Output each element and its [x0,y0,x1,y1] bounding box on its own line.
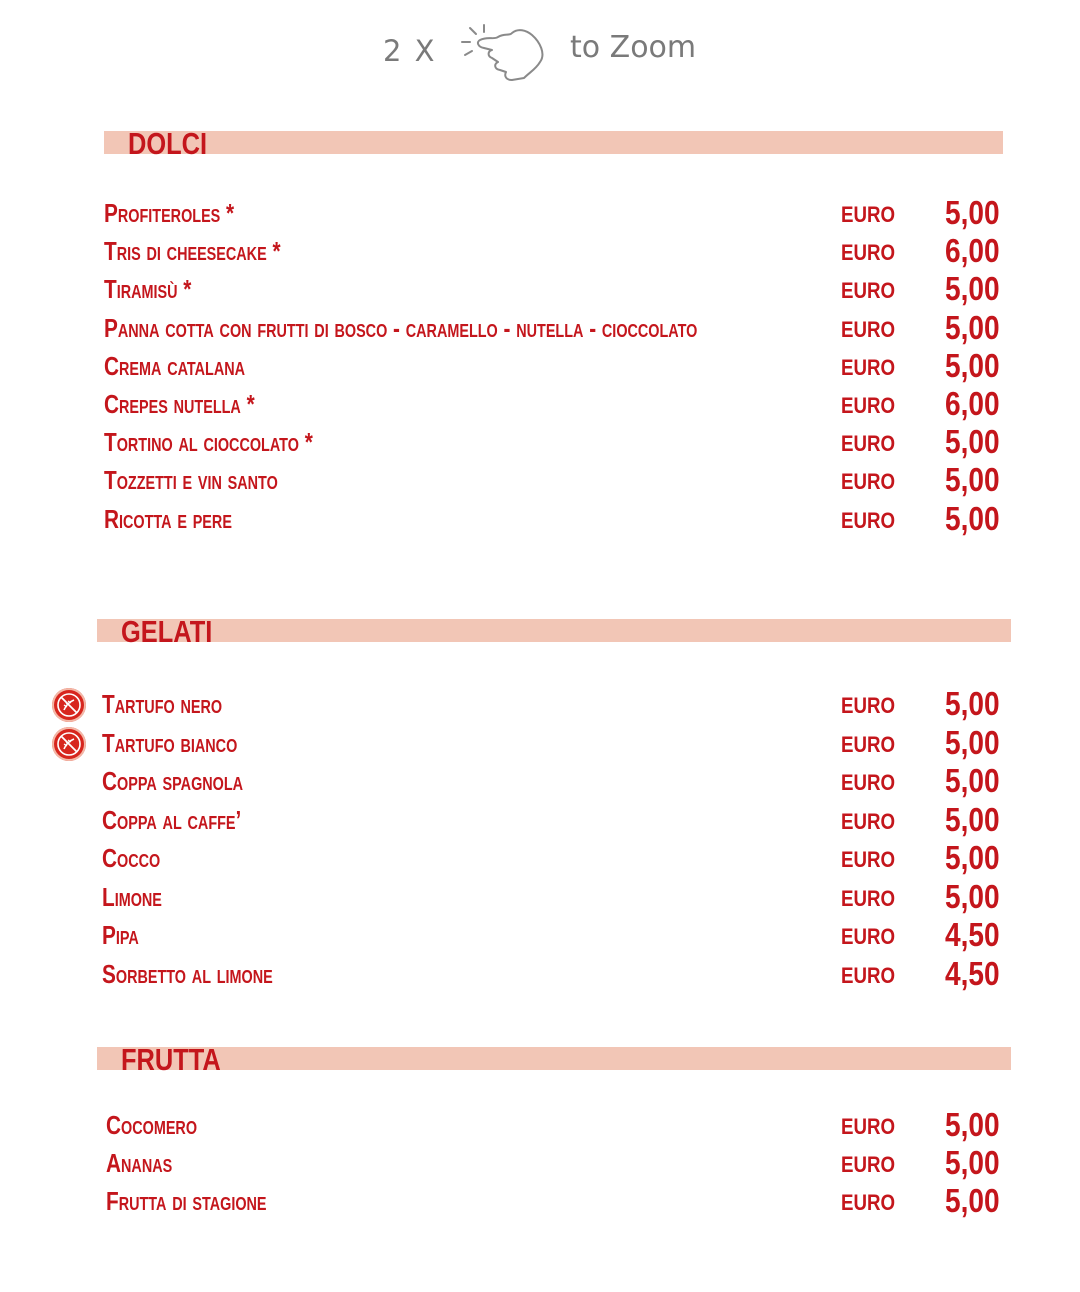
section-bar [104,131,1003,154]
menu-item-currency: EURO [841,886,896,911]
zoom-hint [380,22,720,82]
menu-item-price: 5,00 [945,839,1000,876]
menu-item-currency: EURO [841,693,896,718]
menu-item [0,916,1080,958]
menu-item [0,724,1080,766]
menu-item-price: 6,00 [945,385,1000,422]
menu-item [0,1182,1080,1224]
menu-item-name: Tris di cheesecake * [104,236,281,266]
menu-item-name: Tartufo bianco [102,728,238,758]
menu-item [0,423,1080,465]
menu-item [0,461,1080,503]
menu-item-price: 5,00 [945,685,1000,722]
menu-item-currency: EURO [841,924,896,949]
menu-item-currency: EURO [841,809,896,834]
menu-item-currency: EURO [841,770,896,795]
menu-item [0,270,1080,312]
menu-item-price: 5,00 [945,1144,1000,1181]
menu-item-name: Coppa spagnola [102,766,244,796]
menu-item-name: Ricotta e pere [104,504,232,534]
menu-item-currency: EURO [841,469,896,494]
menu-item [0,1144,1080,1186]
menu-item-currency: EURO [841,355,896,380]
menu-item-name: Cocco [102,843,161,873]
menu-item-name: Tartufo nero [102,689,223,719]
gluten-free-icon [52,688,86,722]
menu-item-currency: EURO [841,202,896,227]
zoom-count: 2 X [383,34,437,68]
menu-item-price: 5,00 [945,461,1000,498]
menu-item-price: 5,00 [945,270,1000,307]
section-title: GELATI [121,614,213,649]
menu-item-name: Sorbetto al limone [102,959,273,989]
menu-item [0,500,1080,542]
menu-item-price: 5,00 [945,801,1000,838]
menu-item [0,955,1080,997]
menu-item-currency: EURO [841,847,896,872]
menu-item-name: Cocomero [106,1110,198,1140]
menu-item-currency: EURO [841,732,896,757]
menu-item-name: Tozzetti e vin santo [104,465,278,495]
zoom-label: to Zoom [570,30,697,65]
menu-item [0,232,1080,274]
menu-item-name: Frutta di stagione [106,1186,267,1216]
menu-item [0,309,1080,351]
menu-item-price: 4,50 [945,916,1000,953]
menu-item-name: Pipa [102,920,139,950]
menu-item-price: 5,00 [945,194,1000,231]
menu-item [0,1106,1080,1148]
menu-item [0,685,1080,727]
menu-item-currency: EURO [841,431,896,456]
menu-item-currency: EURO [841,1152,896,1177]
menu-item [0,385,1080,427]
menu-item-currency: EURO [841,508,896,533]
menu-item-price: 5,00 [945,1182,1000,1219]
menu-item-price: 5,00 [945,1106,1000,1143]
section-title: DOLCI [128,126,208,161]
menu-item-name: Limone [102,882,162,912]
menu-item-name: Coppa al caffe’ [102,805,242,835]
gluten-free-icon [52,727,86,761]
menu-item-name: Crema catalana [104,351,246,381]
menu-item [0,762,1080,804]
menu-item-currency: EURO [841,317,896,342]
menu-item-currency: EURO [841,1114,896,1139]
menu-item-name: Profiteroles * [104,198,235,228]
menu-item-price: 5,00 [945,423,1000,460]
menu-item-currency: EURO [841,1190,896,1215]
double-tap-hand-icon [454,22,546,82]
menu-item [0,801,1080,843]
menu-item-currency: EURO [841,393,896,418]
menu-item-price: 6,00 [945,232,1000,269]
menu-item-price: 4,50 [945,955,1000,992]
menu-item-name: Ananas [106,1148,173,1178]
menu-item-name: Panna cotta con frutti di bosco - caramello - nutella - cioccolato [104,313,698,343]
menu-item [0,878,1080,920]
menu-item-price: 5,00 [945,724,1000,761]
section-bar [97,619,1011,642]
menu-item-currency: EURO [841,278,896,303]
menu-item-name: Tiramisù * [104,274,192,304]
menu-item-price: 5,00 [945,309,1000,346]
menu-item-currency: EURO [841,963,896,988]
menu-item-price: 5,00 [945,878,1000,915]
menu-item-price: 5,00 [945,762,1000,799]
menu-item [0,839,1080,881]
menu-item [0,347,1080,389]
section-title: FRUTTA [121,1042,221,1077]
menu-item-currency: EURO [841,240,896,265]
menu-item [0,194,1080,236]
section-bar [97,1047,1011,1070]
menu-item-name: Tortino al cioccolato * [104,427,313,457]
menu-item-name: Crepes nutella * [104,389,255,419]
menu-item-price: 5,00 [945,347,1000,384]
menu-item-price: 5,00 [945,500,1000,537]
